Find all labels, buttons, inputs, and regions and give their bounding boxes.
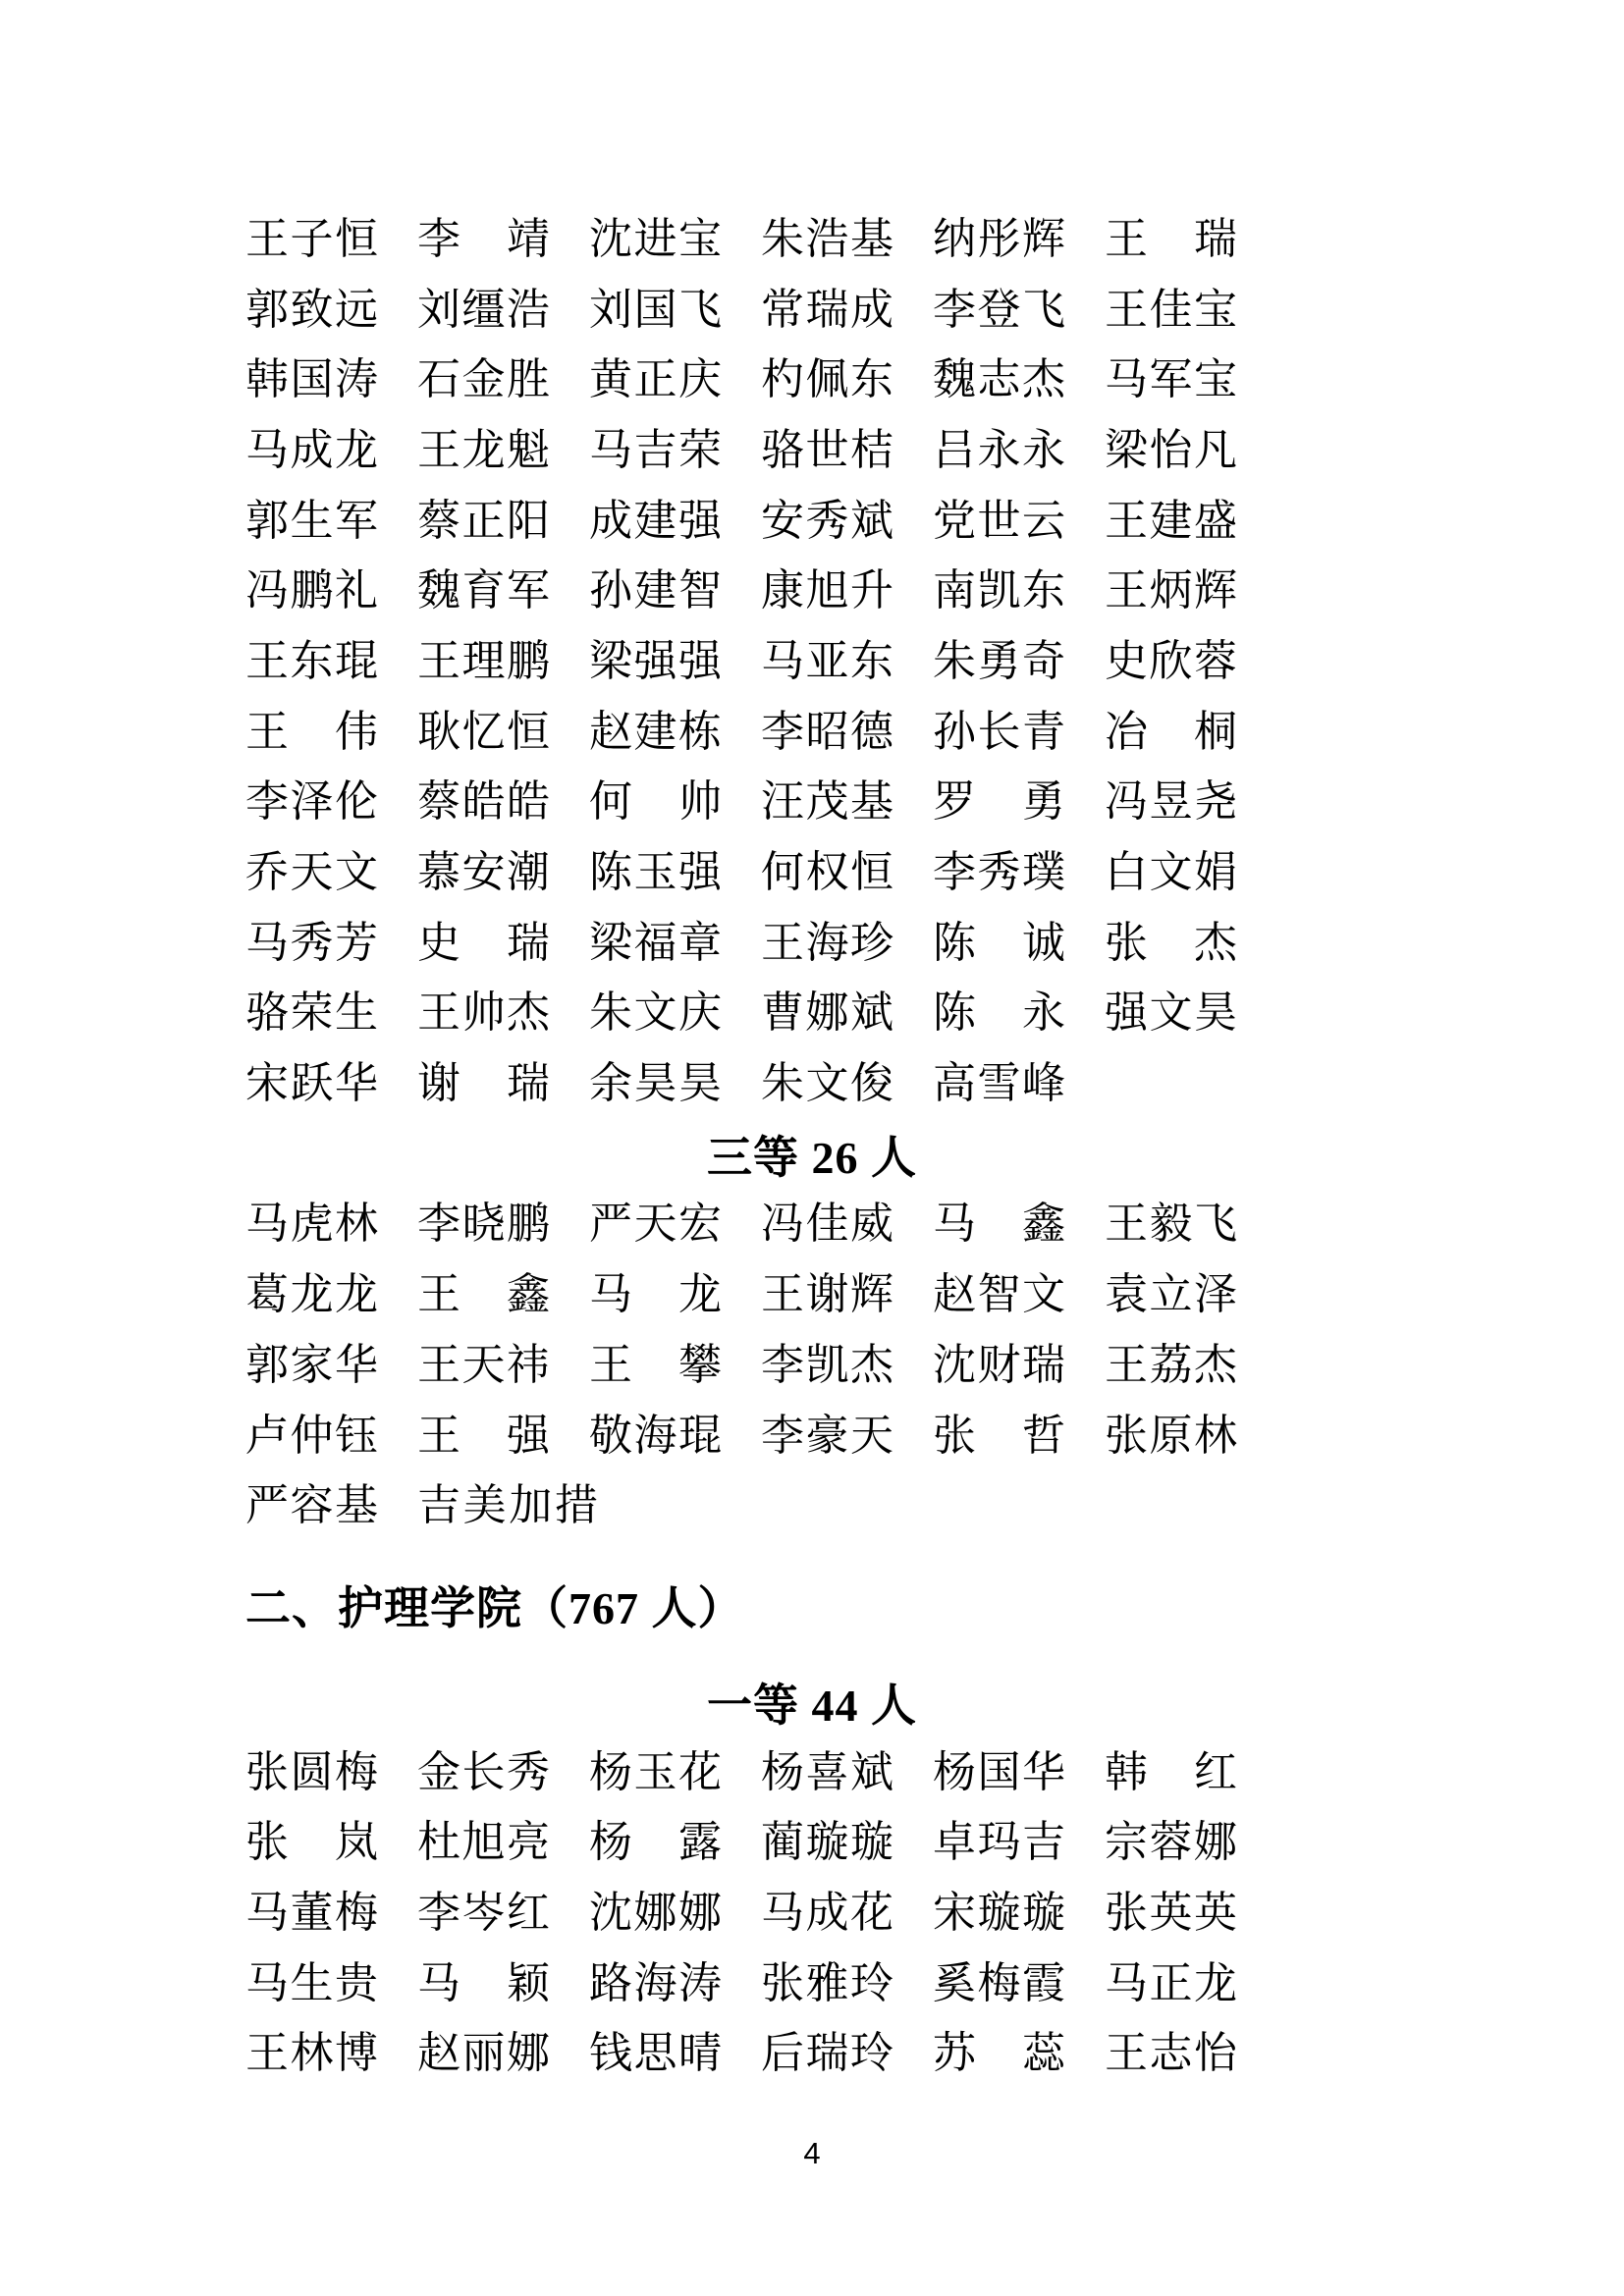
person-name: 沈财瑞 <box>933 1340 1065 1389</box>
person-name: 魏志杰 <box>933 355 1065 404</box>
person-name: 马成龙 <box>245 425 378 474</box>
person-name: 后瑞玲 <box>761 2029 893 2078</box>
person-name: 王谢辉 <box>761 1270 893 1319</box>
person-name: 杨 露 <box>589 1818 722 1867</box>
award-name-list <box>0 204 1624 2089</box>
person-name: 冯昱尧 <box>1105 777 1237 827</box>
person-name: 敬海琨 <box>589 1411 722 1460</box>
page-number: 4 <box>803 2136 821 2170</box>
person-name: 王龙魁 <box>417 425 550 474</box>
person-name: 石金胜 <box>417 355 550 404</box>
person-name: 马军宝 <box>1105 355 1237 404</box>
section-heading: 二、护理学院（767 人） <box>245 1583 744 1634</box>
person-name: 卢仲钰 <box>245 1411 378 1460</box>
person-name: 康旭升 <box>761 566 893 615</box>
person-name: 纳彤辉 <box>933 214 1065 263</box>
name-row <box>0 1190 1624 1260</box>
person-name: 袁立泽 <box>1105 1270 1237 1319</box>
person-name: 马吉荣 <box>589 425 722 474</box>
person-name: 谢 瑞 <box>417 1059 550 1108</box>
person-name: 冯佳威 <box>761 1200 893 1249</box>
person-name: 赵建栋 <box>589 707 722 756</box>
name-row <box>0 1878 1624 1949</box>
person-name: 李豪天 <box>761 1411 893 1460</box>
person-name: 马 龙 <box>589 1270 722 1319</box>
name-row <box>0 1259 1624 1330</box>
person-name: 骆世桔 <box>761 425 893 474</box>
person-name: 沈进宝 <box>589 214 722 263</box>
person-name: 刘缰浩 <box>417 285 550 334</box>
person-name: 李凯杰 <box>761 1340 893 1389</box>
name-row <box>0 908 1624 979</box>
person-name: 乔天文 <box>245 848 378 897</box>
person-name: 杓佩东 <box>761 355 893 404</box>
person-name: 朱浩基 <box>761 214 893 263</box>
person-name: 孙建智 <box>589 566 722 615</box>
name-row <box>0 1330 1624 1401</box>
person-name: 陈 永 <box>933 988 1065 1038</box>
person-name: 马正龙 <box>1105 1958 1237 2007</box>
person-name: 吉美加措 <box>417 1481 598 1530</box>
person-name: 王子恒 <box>245 214 378 263</box>
person-name: 冶 桐 <box>1105 707 1237 756</box>
person-name: 王理鹏 <box>417 636 550 685</box>
person-name: 陈 诚 <box>933 918 1065 967</box>
person-name: 李岑红 <box>417 1888 550 1937</box>
person-name: 史欣蓉 <box>1105 636 1237 685</box>
person-name: 李昭德 <box>761 707 893 756</box>
person-name: 宋璇璇 <box>933 1888 1065 1937</box>
name-row <box>0 1470 1624 1541</box>
person-name: 张 杰 <box>1105 918 1237 967</box>
person-name: 王东琨 <box>245 636 378 685</box>
person-name: 严天宏 <box>589 1200 722 1249</box>
name-row <box>0 2019 1624 2090</box>
person-name: 张 哲 <box>933 1411 1065 1460</box>
name-row <box>0 1737 1624 1808</box>
person-name: 宋跃华 <box>245 1059 378 1108</box>
person-name: 曹娜斌 <box>761 988 893 1038</box>
person-name: 骆荣生 <box>245 988 378 1038</box>
grade-heading: 一等 44 人 <box>707 1680 917 1731</box>
person-name: 史 瑞 <box>417 918 550 967</box>
name-row <box>0 768 1624 838</box>
person-name: 梁怡凡 <box>1105 425 1237 474</box>
person-name: 张英英 <box>1105 1888 1237 1937</box>
person-name: 孙长青 <box>933 707 1065 756</box>
person-name: 耿忆恒 <box>417 707 550 756</box>
person-name: 韩 红 <box>1105 1747 1237 1796</box>
name-row <box>0 556 1624 626</box>
person-name: 李晓鹏 <box>417 1200 550 1249</box>
name-row <box>0 1949 1624 2019</box>
person-name: 马亚东 <box>761 636 893 685</box>
person-name: 梁福章 <box>589 918 722 967</box>
person-name: 高雪峰 <box>933 1059 1065 1108</box>
person-name: 杜旭亮 <box>417 1818 550 1867</box>
person-name: 葛龙龙 <box>245 1270 378 1319</box>
person-name: 张圆梅 <box>245 1747 378 1796</box>
person-name: 王毅飞 <box>1105 1200 1237 1249</box>
person-name: 蔺璇璇 <box>761 1818 893 1867</box>
person-name: 白文娟 <box>1105 848 1237 897</box>
person-name: 强文昊 <box>1105 988 1237 1038</box>
person-name: 蔡正阳 <box>417 496 550 545</box>
name-row <box>0 837 1624 908</box>
person-name: 郭生军 <box>245 496 378 545</box>
person-name: 王 伟 <box>245 707 378 756</box>
person-name: 余昊昊 <box>589 1059 722 1108</box>
person-name: 李 靖 <box>417 214 550 263</box>
name-row <box>0 275 1624 346</box>
person-name: 杨喜斌 <box>761 1747 893 1796</box>
person-name: 刘国飞 <box>589 285 722 334</box>
person-name: 严容基 <box>245 1481 378 1530</box>
person-name: 成建强 <box>589 496 722 545</box>
person-name: 王佳宝 <box>1105 285 1237 334</box>
person-name: 安秀斌 <box>761 496 893 545</box>
person-name: 罗 勇 <box>933 777 1065 827</box>
person-name: 宗蓉娜 <box>1105 1818 1237 1867</box>
person-name: 卓玛吉 <box>933 1818 1065 1867</box>
person-name: 朱文俊 <box>761 1059 893 1108</box>
person-name: 李秀璞 <box>933 848 1065 897</box>
person-name: 马 鑫 <box>933 1200 1065 1249</box>
person-name: 路海涛 <box>589 1958 722 2007</box>
person-name: 苏 蕊 <box>933 2029 1065 2078</box>
person-name: 马秀芳 <box>245 918 378 967</box>
person-name: 南凯东 <box>933 566 1065 615</box>
person-name: 王建盛 <box>1105 496 1237 545</box>
person-name: 何权恒 <box>761 848 893 897</box>
person-name: 朱勇奇 <box>933 636 1065 685</box>
person-name: 冯鹏礼 <box>245 566 378 615</box>
name-row <box>0 979 1624 1049</box>
person-name: 魏育军 <box>417 566 550 615</box>
person-name: 张原林 <box>1105 1411 1237 1460</box>
person-name: 马成花 <box>761 1888 893 1937</box>
person-name: 郭致远 <box>245 285 378 334</box>
name-row <box>0 486 1624 557</box>
grade-heading: 三等 26 人 <box>707 1132 917 1183</box>
person-name: 杨国华 <box>933 1747 1065 1796</box>
person-name: 吕永永 <box>933 425 1065 474</box>
person-name: 慕安潮 <box>417 848 550 897</box>
person-name: 汪茂基 <box>761 777 893 827</box>
person-name: 赵智文 <box>933 1270 1065 1319</box>
person-name: 杨玉花 <box>589 1747 722 1796</box>
person-name: 朱文庆 <box>589 988 722 1038</box>
name-row <box>0 626 1624 697</box>
person-name: 王帅杰 <box>417 988 550 1038</box>
person-name: 张 岚 <box>245 1818 378 1867</box>
person-name: 王林博 <box>245 2029 378 2078</box>
name-row <box>0 1807 1624 1878</box>
person-name: 王天祎 <box>417 1340 550 1389</box>
person-name: 马生贵 <box>245 1958 378 2007</box>
person-name: 陈玉强 <box>589 848 722 897</box>
person-name: 沈娜娜 <box>589 1888 722 1937</box>
person-name: 王 瑞 <box>1105 214 1237 263</box>
person-name: 赵丽娜 <box>417 2029 550 2078</box>
person-name: 王海珍 <box>761 918 893 967</box>
person-name: 李登飞 <box>933 285 1065 334</box>
person-name: 马虎林 <box>245 1200 378 1249</box>
person-name: 王炳辉 <box>1105 566 1237 615</box>
person-name: 李泽伦 <box>245 777 378 827</box>
name-row <box>0 204 1624 275</box>
person-name: 王 鑫 <box>417 1270 550 1319</box>
person-name: 黄正庆 <box>589 355 722 404</box>
person-name: 王荔杰 <box>1105 1340 1237 1389</box>
person-name: 奚梅霞 <box>933 1958 1065 2007</box>
person-name: 党世云 <box>933 496 1065 545</box>
person-name: 韩国涛 <box>245 355 378 404</box>
person-name: 常瑞成 <box>761 285 893 334</box>
person-name: 梁强强 <box>589 636 722 685</box>
name-row <box>0 345 1624 415</box>
person-name: 郭家华 <box>245 1340 378 1389</box>
person-name: 张雅玲 <box>761 1958 893 2007</box>
person-name: 马董梅 <box>245 1888 378 1937</box>
person-name: 王志怡 <box>1105 2029 1237 2078</box>
person-name: 金长秀 <box>417 1747 550 1796</box>
person-name: 马 颖 <box>417 1958 550 2007</box>
person-name: 王 强 <box>417 1411 550 1460</box>
person-name: 蔡皓皓 <box>417 777 550 827</box>
person-name: 何 帅 <box>589 777 722 827</box>
name-row <box>0 697 1624 768</box>
name-row <box>0 1401 1624 1471</box>
name-row <box>0 1048 1624 1119</box>
person-name: 钱思晴 <box>589 2029 722 2078</box>
person-name: 王 攀 <box>589 1340 722 1389</box>
name-row <box>0 415 1624 486</box>
